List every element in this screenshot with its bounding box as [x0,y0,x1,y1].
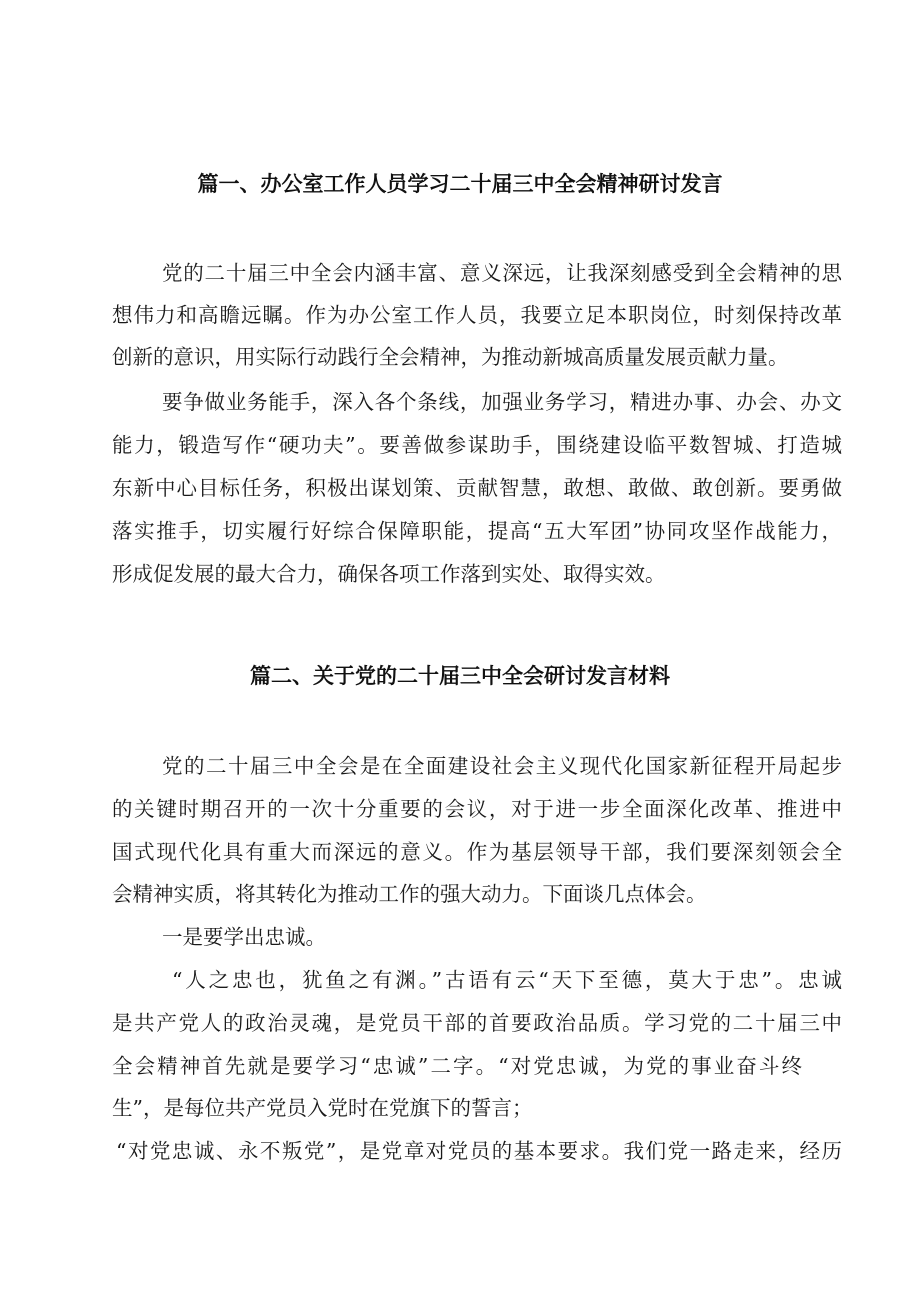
section-1-title: 篇一、办公室工作人员学习二十届三中全会精神研讨发言 [197,172,723,196]
text-line: 党的二十届三中全会内涵丰富、意义深远，让我深刻感受到全会精神的思 [162,261,842,285]
text-line: 党的二十届三中全会是在全面建设社会主义现代化国家新征程开局起步 [162,754,842,778]
text-line: 一是要学出忠诚。 [162,925,326,949]
text-line: 的关键时期召开的一次十分重要的会议，对于进一步全面深化改革、推进中 [112,797,842,821]
text-line: 创新的意识，用实际行动践行全会精神，为推动新城高质量发展贡献力量。 [112,345,789,369]
text-line: 要争做业务能手，深入各个条线，加强业务学习，精进办事、办会、办文 [162,390,842,414]
text-line: 想伟力和高瞻远瞩。作为办公室工作人员，我要立足本职岗位，时刻保持改革 [112,303,842,327]
text-line: “对党忠诚、永不叛党”，是党章对党员的基本要求。我们党一路走来，经历 [116,1139,842,1163]
text-line: 东新中心目标任务，积极出谋划策、贡献智慧，敢想、敢做、敢创新。要勇做 [112,476,842,500]
text-line: 是共产党人的政治灵魂，是党员干部的首要政治品质。学习党的二十届三中 [112,1011,842,1035]
text-line: 全会精神首先就是要学习“忠诚”二字。“对党忠诚，为党的事业奋斗终 [112,1054,802,1078]
text-line: 能力，锻造写作“硬功夫”。要善做参谋助手，围绕建设临平数智城、打造城 [112,433,842,457]
text-line: “人之忠也，犹鱼之有渊。”古语有云“天下至德，莫大于忠”。忠诚 [172,968,842,992]
section-2-title: 篇二、关于党的二十届三中全会研讨发言材料 [250,664,670,688]
text-line: 会精神实质，将其转化为推动工作的强大动力。下面谈几点体会。 [112,882,707,906]
text-line: 形成促发展的最大合力，确保各项工作落到实处、取得实效。 [112,562,666,586]
text-line: 国式现代化具有重大而深远的意义。作为基层领导干部，我们要深刻领会全 [112,840,842,864]
text-line: 落实推手，切实履行好综合保障职能，提高“五大军团”协同攻坚作战能力， [112,519,842,543]
text-line: 生”，是每位共产党员入党时在党旗下的誓言； [112,1096,533,1120]
